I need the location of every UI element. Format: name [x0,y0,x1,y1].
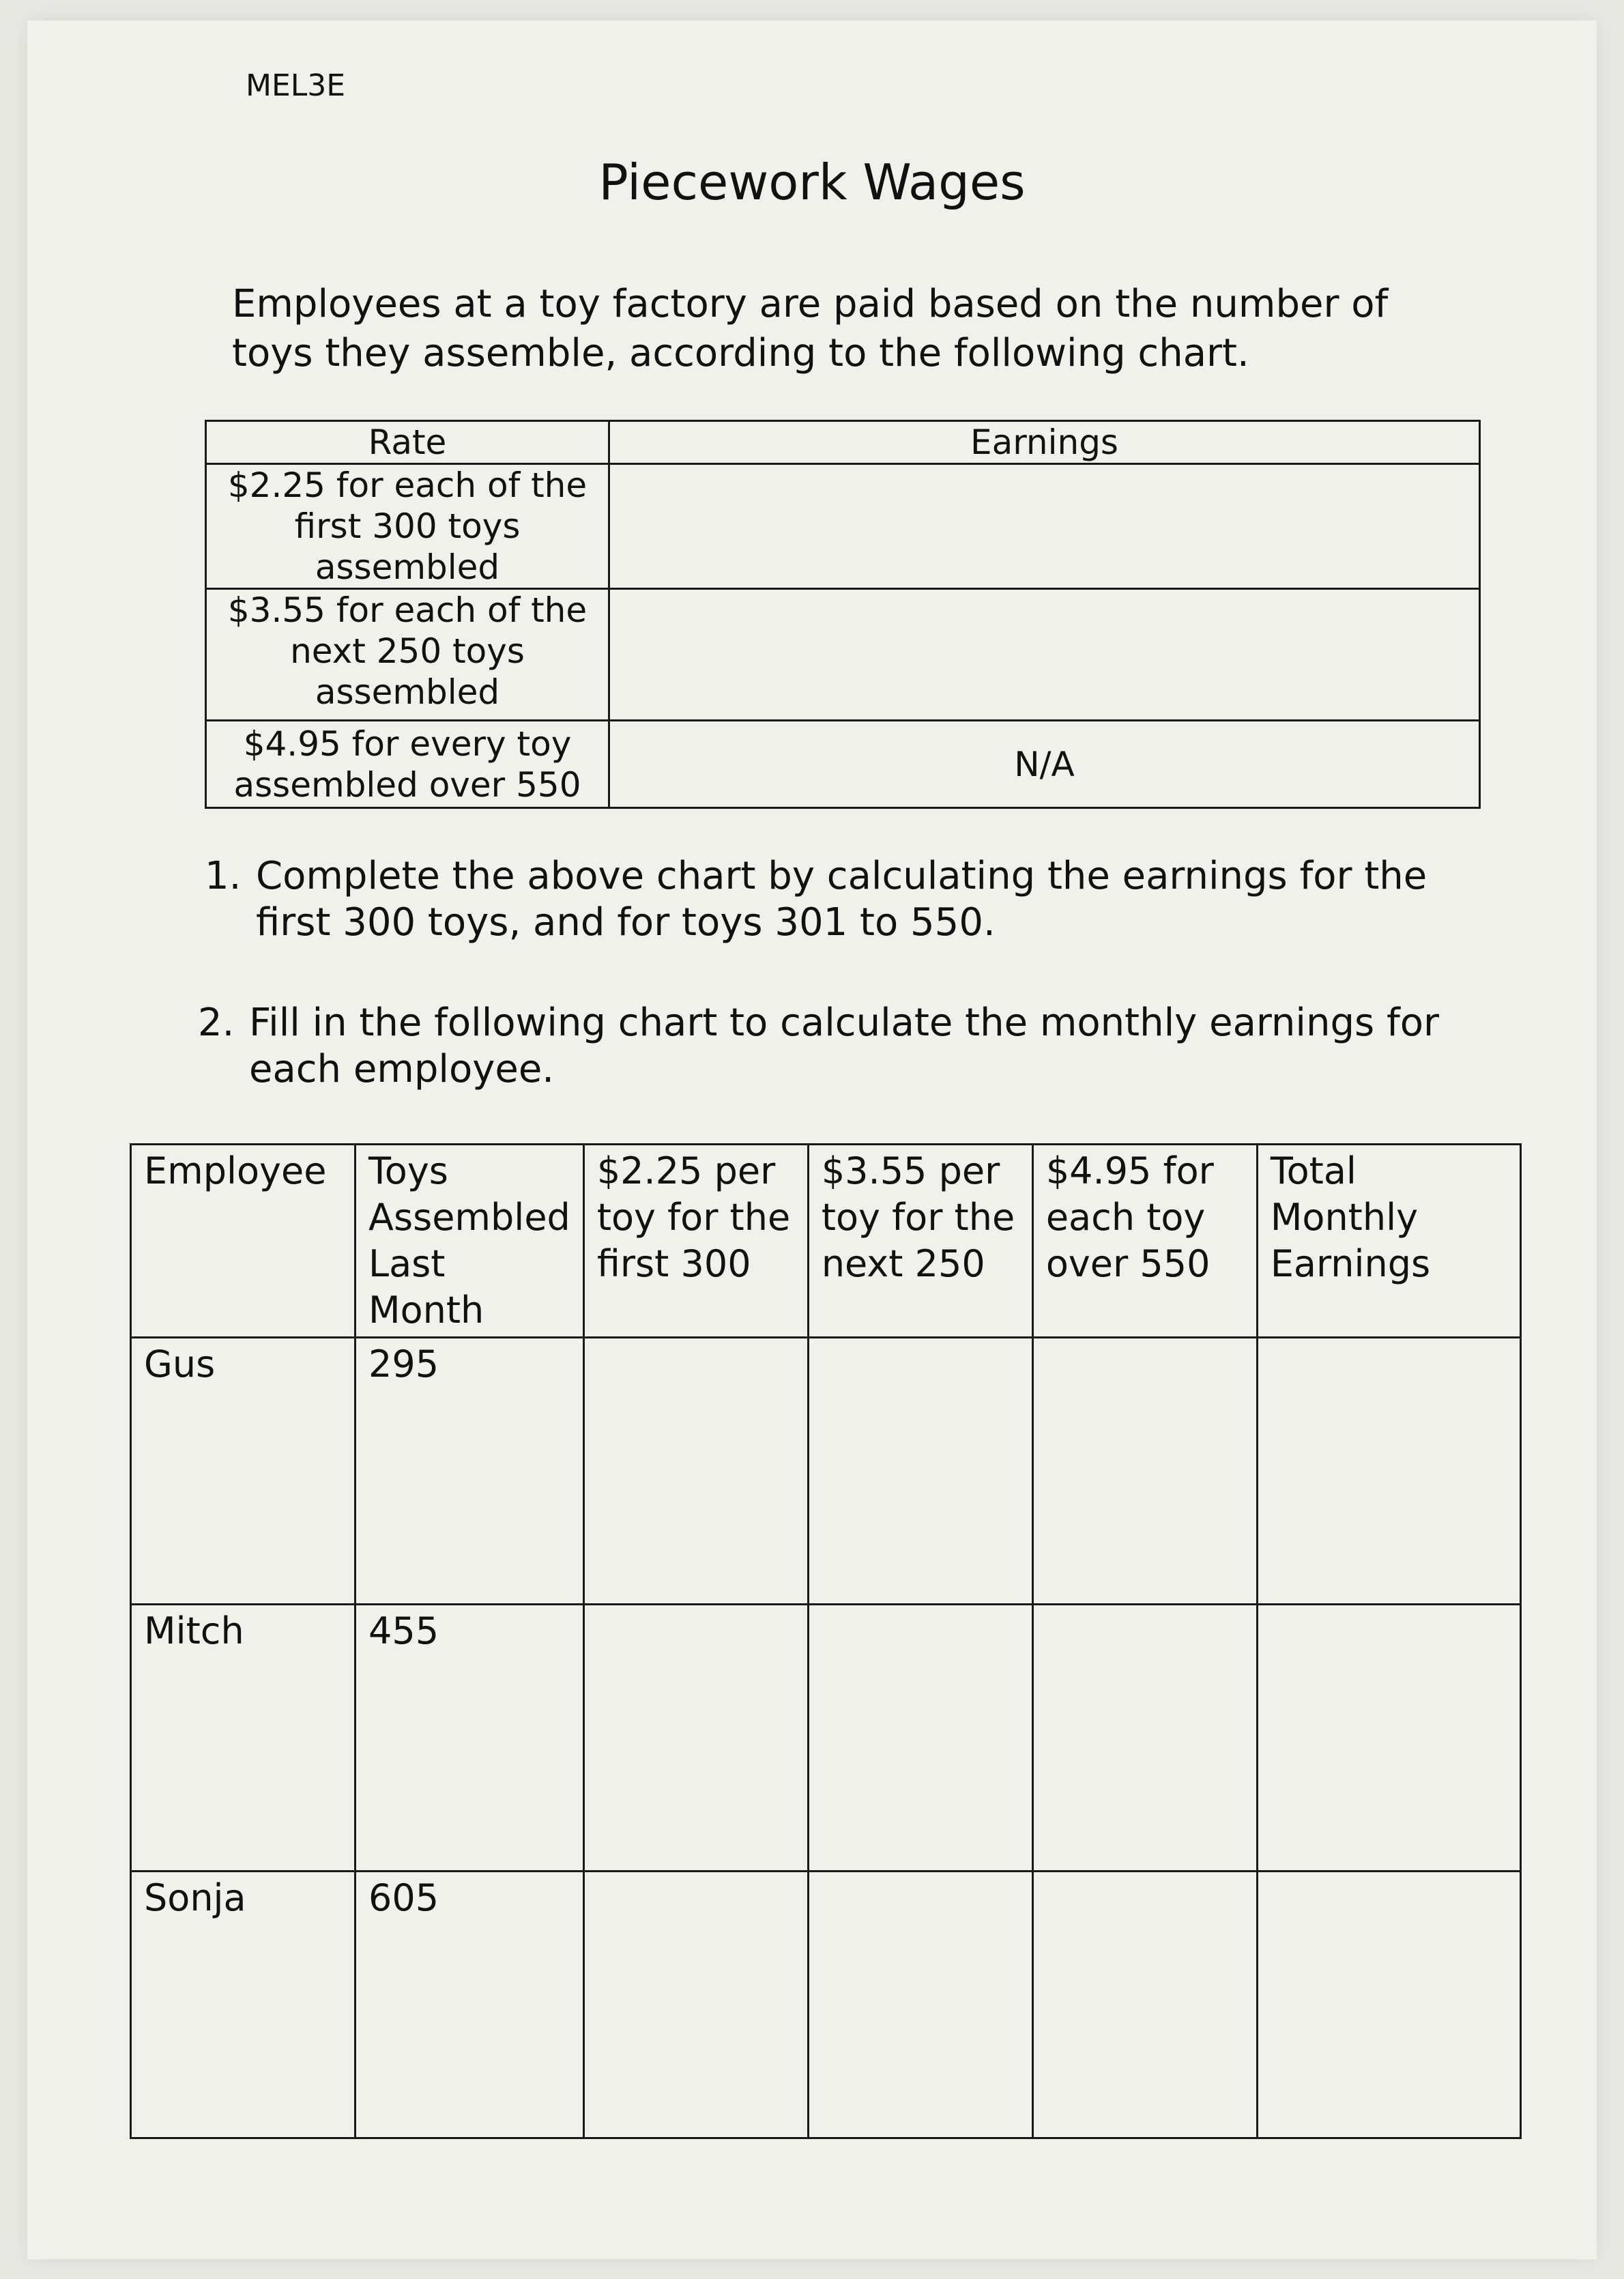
answer-cell[interactable] [1257,1338,1520,1605]
over-550-header: $4.95 for each toy over 550 [1032,1145,1257,1338]
rate-cell: $2.25 for each of the first 300 toys assembled [206,464,609,589]
answer-cell[interactable] [1032,1605,1257,1872]
employee-table [130,1143,1522,2139]
answer-cell[interactable] [808,1605,1032,1872]
answer-cell[interactable] [1257,1872,1520,2138]
intro-paragraph: Employees at a toy factory are paid based on the number of toys they assemble, according to the following chart. [232,282,1389,375]
next-250-header: $3.55 per toy for the next 250 [808,1145,1032,1338]
total-header: Total Monthly Earnings [1257,1145,1520,1338]
course-code: MEL3E [246,68,346,103]
employee-name: Gus [131,1338,356,1605]
question-text: Complete the above chart by calculating the earnings for the first 300 toys, and for toys 301 to 550. [256,854,1427,945]
employee-header: Employee [131,1145,356,1338]
rate-table [205,420,1481,809]
rate-cell: $4.95 for every toy assembled over 550 [206,721,609,808]
answer-cell[interactable] [808,1338,1032,1605]
earnings-cell: N/A [609,721,1480,808]
earnings-cell[interactable] [609,589,1480,721]
rate-header: Rate [206,421,609,464]
table-row [131,1338,1521,1605]
answer-cell[interactable] [1032,1338,1257,1605]
earnings-cell[interactable] [609,464,1480,589]
answer-cell[interactable] [1032,1872,1257,2138]
table-row [131,1605,1521,1872]
answer-cell[interactable] [583,1872,808,2138]
toys-count: 455 [356,1605,584,1872]
employee-name: Sonja [131,1872,356,2138]
question-number: 1. [205,854,242,898]
toys-count: 605 [356,1872,584,2138]
question-2 [198,1000,1494,1093]
question-text: Fill in the following chart to calculate the monthly earnings for each employee. [249,1001,1439,1091]
question-number: 2. [198,1001,235,1045]
question-1 [205,853,1501,946]
earnings-header: Earnings [609,421,1480,464]
toys-header: Toys Assembled Last Month [356,1145,584,1338]
answer-cell[interactable] [808,1872,1032,2138]
answer-cell[interactable] [583,1605,808,1872]
first-300-header: $2.25 per toy for the first 300 [583,1145,808,1338]
answer-cell[interactable] [1257,1605,1520,1872]
toys-count: 295 [356,1338,584,1605]
table-row [131,1872,1521,2138]
answer-cell[interactable] [583,1338,808,1605]
page-title: Piecework Wages [598,154,1026,211]
rate-cell: $3.55 for each of the next 250 toys assembled [206,589,609,721]
employee-name: Mitch [131,1605,356,1872]
